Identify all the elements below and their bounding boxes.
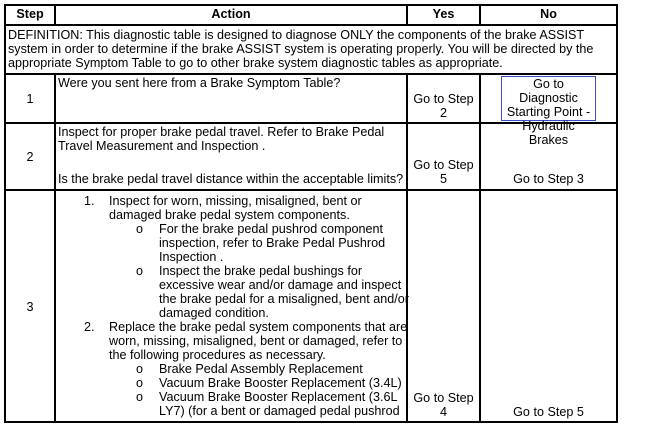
bullet: o	[136, 362, 144, 376]
list-item-text: Replace the brake pedal system components that are	[109, 320, 408, 334]
yes-text: Go to Step	[413, 158, 474, 172]
border	[4, 4, 6, 423]
yes-text: 2	[439, 106, 447, 121]
bullet: o	[136, 390, 144, 404]
action-text: Travel Measurement and Inspection .	[58, 139, 266, 153]
border	[54, 73, 56, 423]
step-number: 2	[26, 150, 34, 164]
question-text: Is the brake pedal travel distance within the acceptable limits?	[58, 172, 404, 186]
yes-link[interactable]	[408, 391, 479, 420]
yes-link[interactable]	[408, 92, 479, 121]
step-number: 1	[26, 92, 34, 106]
procedure-link[interactable]: Brake Pedal Assembly Replacement	[159, 362, 363, 376]
procedure-link[interactable]: Vacuum Brake Booster Replacement (3.4L)	[159, 376, 402, 390]
no-link[interactable]: Go to Step 5	[513, 405, 584, 419]
border	[4, 421, 618, 423]
border	[616, 4, 618, 423]
border	[406, 73, 408, 423]
definition-text: appropriate Symptom Table to go to other brake system diagnostic tables as appropriate.	[8, 56, 503, 70]
link-text: Go to Diagnostic	[519, 77, 578, 105]
bullet: o	[136, 376, 144, 390]
bullet: o	[136, 264, 144, 278]
link-text: Starting Point -	[506, 105, 591, 119]
sub-item-text: excessive wear and/or damage and inspect	[159, 278, 402, 292]
border	[4, 24, 618, 26]
yes-text: Go to Step	[413, 391, 474, 405]
diagnostic-starting-point-link[interactable]	[501, 76, 596, 147]
diagnostic-table	[4, 4, 618, 423]
sub-item-text: damaged condition.	[159, 306, 269, 320]
definition-text: DEFINITION: This diagnostic table is designed to diagnose ONLY the components of the brake ASSIST	[8, 28, 585, 42]
yes-text: 5	[439, 172, 447, 187]
procedure-link[interactable]: Vacuum Brake Booster Replacement (3.6L	[159, 390, 398, 404]
list-item-text: Inspect for worn, missing, misaligned, bent or	[109, 194, 362, 208]
yes-text: Go to Step	[413, 92, 474, 106]
border	[4, 4, 618, 6]
sub-item-text: Inspection .	[159, 250, 224, 264]
yes-text: 4	[439, 405, 447, 420]
list-number: 2.	[84, 320, 95, 334]
definition-text: system in order to determine if the brake ASSIST system is operating properly. You will be directed by the	[8, 42, 594, 56]
list-item-text: worn, missing, misaligned, bent or damaged, refer to	[109, 334, 403, 348]
header-no: No	[540, 7, 557, 21]
sub-item-text: the brake pedal for a misaligned, bent and/or	[159, 292, 409, 306]
no-link[interactable]: Go to Step 3	[513, 172, 584, 186]
action-text: Were you sent here from a Brake Symptom Table?	[58, 76, 341, 90]
bullet: o	[136, 222, 144, 236]
header-yes: Yes	[432, 7, 455, 21]
list-item-text: the following procedures as necessary.	[109, 348, 326, 362]
step-number: 3	[26, 300, 34, 314]
procedure-link[interactable]: LY7) (for a bent or damaged pedal pushrod	[159, 404, 400, 418]
sub-item-text: For the brake pedal pushrod component	[159, 222, 384, 236]
border	[4, 189, 618, 191]
sub-item-text: inspection, refer to Brake Pedal Pushrod	[159, 236, 386, 250]
link-text: Hydraulic Brakes	[522, 119, 575, 147]
sub-item-text: Inspect the brake pedal bushings for	[159, 264, 363, 278]
border	[4, 73, 618, 75]
yes-link[interactable]	[408, 158, 479, 187]
list-item-text: damaged brake pedal system components.	[109, 208, 350, 222]
border	[479, 73, 481, 423]
list-number: 1.	[84, 194, 95, 208]
header-step: Step	[16, 7, 44, 21]
action-text: Inspect for proper brake pedal travel. Refer to Brake Pedal	[58, 125, 385, 139]
header-action: Action	[211, 7, 251, 21]
